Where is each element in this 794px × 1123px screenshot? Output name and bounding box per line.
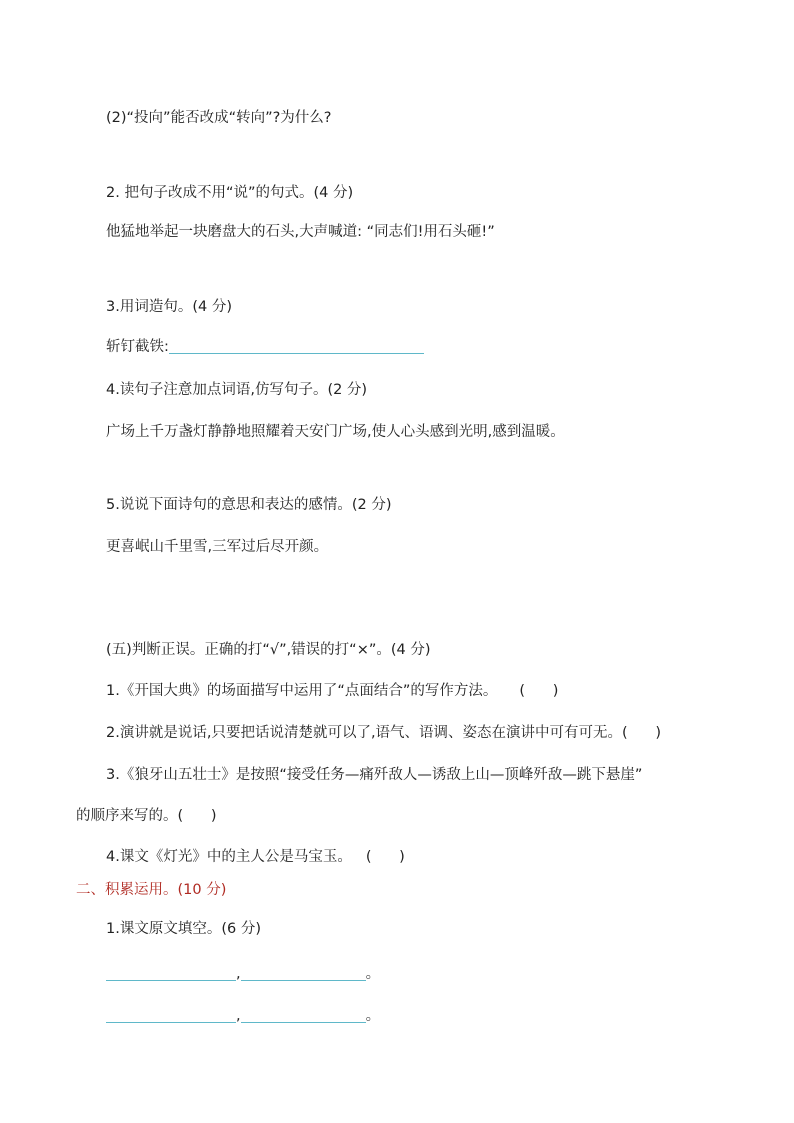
- fill-blank-row-1: , 。: [106, 964, 380, 984]
- answer-paren[interactable]: ): [655, 725, 662, 741]
- judgment-title: (五)判断正误。正确的打“√”,错误的打“×”。(4 分): [106, 642, 431, 658]
- question-4-title: 4.读句子注意加点词语,仿写句子。(2 分): [106, 382, 368, 398]
- answer-paren[interactable]: ( ): [365, 849, 405, 865]
- fill-blank-row-2: , 。: [106, 1006, 380, 1026]
- answer-blank[interactable]: [169, 352, 424, 354]
- judgment-item-2: 2.演讲就是说话,只要把话说清楚就可以了,语气、语调、姿态在演讲中可有可无。( ): [106, 725, 662, 741]
- answer-blank[interactable]: [241, 1021, 366, 1023]
- question-3-word: 斩钉截铁:: [106, 339, 169, 355]
- question-5-title: 5.说说下面诗句的意思和表达的感情。(2 分): [106, 497, 392, 513]
- judgment-item-3-continued: 的顺序来写的。( ): [76, 808, 217, 824]
- answer-blank[interactable]: [106, 979, 236, 981]
- judgment-item-1: 1.《开国大典》的场面描写中运用了“点面结合”的写作方法。 ( ): [106, 683, 559, 699]
- question-3-row: [106, 337, 424, 357]
- answer-paren[interactable]: ): [210, 808, 217, 824]
- answer-paren[interactable]: ( ): [519, 683, 559, 699]
- section-two-question-1-title: 1.课文原文填空。(6 分): [106, 921, 261, 937]
- answer-blank[interactable]: [106, 1021, 236, 1023]
- judgment-item-3: 3.《狼牙山五壮士》是按照“接受任务—痛歼敌人—诱敌上山—顶峰歼敌—跳下悬崖”: [106, 767, 643, 783]
- question-4-sentence: 广场上千万盏灯静静地照耀着天安门广场,使人心头感到光明,感到温暖。: [106, 424, 565, 440]
- question-3-title: 3.用词造句。(4 分): [106, 299, 232, 315]
- answer-blank[interactable]: [241, 979, 366, 981]
- question-2-title: 2. 把句子改成不用“说”的句式。(4 分): [106, 185, 354, 201]
- judgment-item-4: 4.课文《灯光》中的主人公是马宝玉。 ( ): [106, 849, 405, 865]
- question-2-sentence: 他猛地举起一块磨盘大的石头,大声喊道: “同志们!用石头砸!”: [106, 224, 495, 240]
- section-two-heading: 二、积累运用。(10 分): [76, 882, 227, 898]
- question-5-poem: 更喜岷山千里雪,三军过后尽开颜。: [106, 539, 329, 555]
- question-2-part-2: (2)“投向”能否改成“转向”?为什么?: [106, 110, 332, 126]
